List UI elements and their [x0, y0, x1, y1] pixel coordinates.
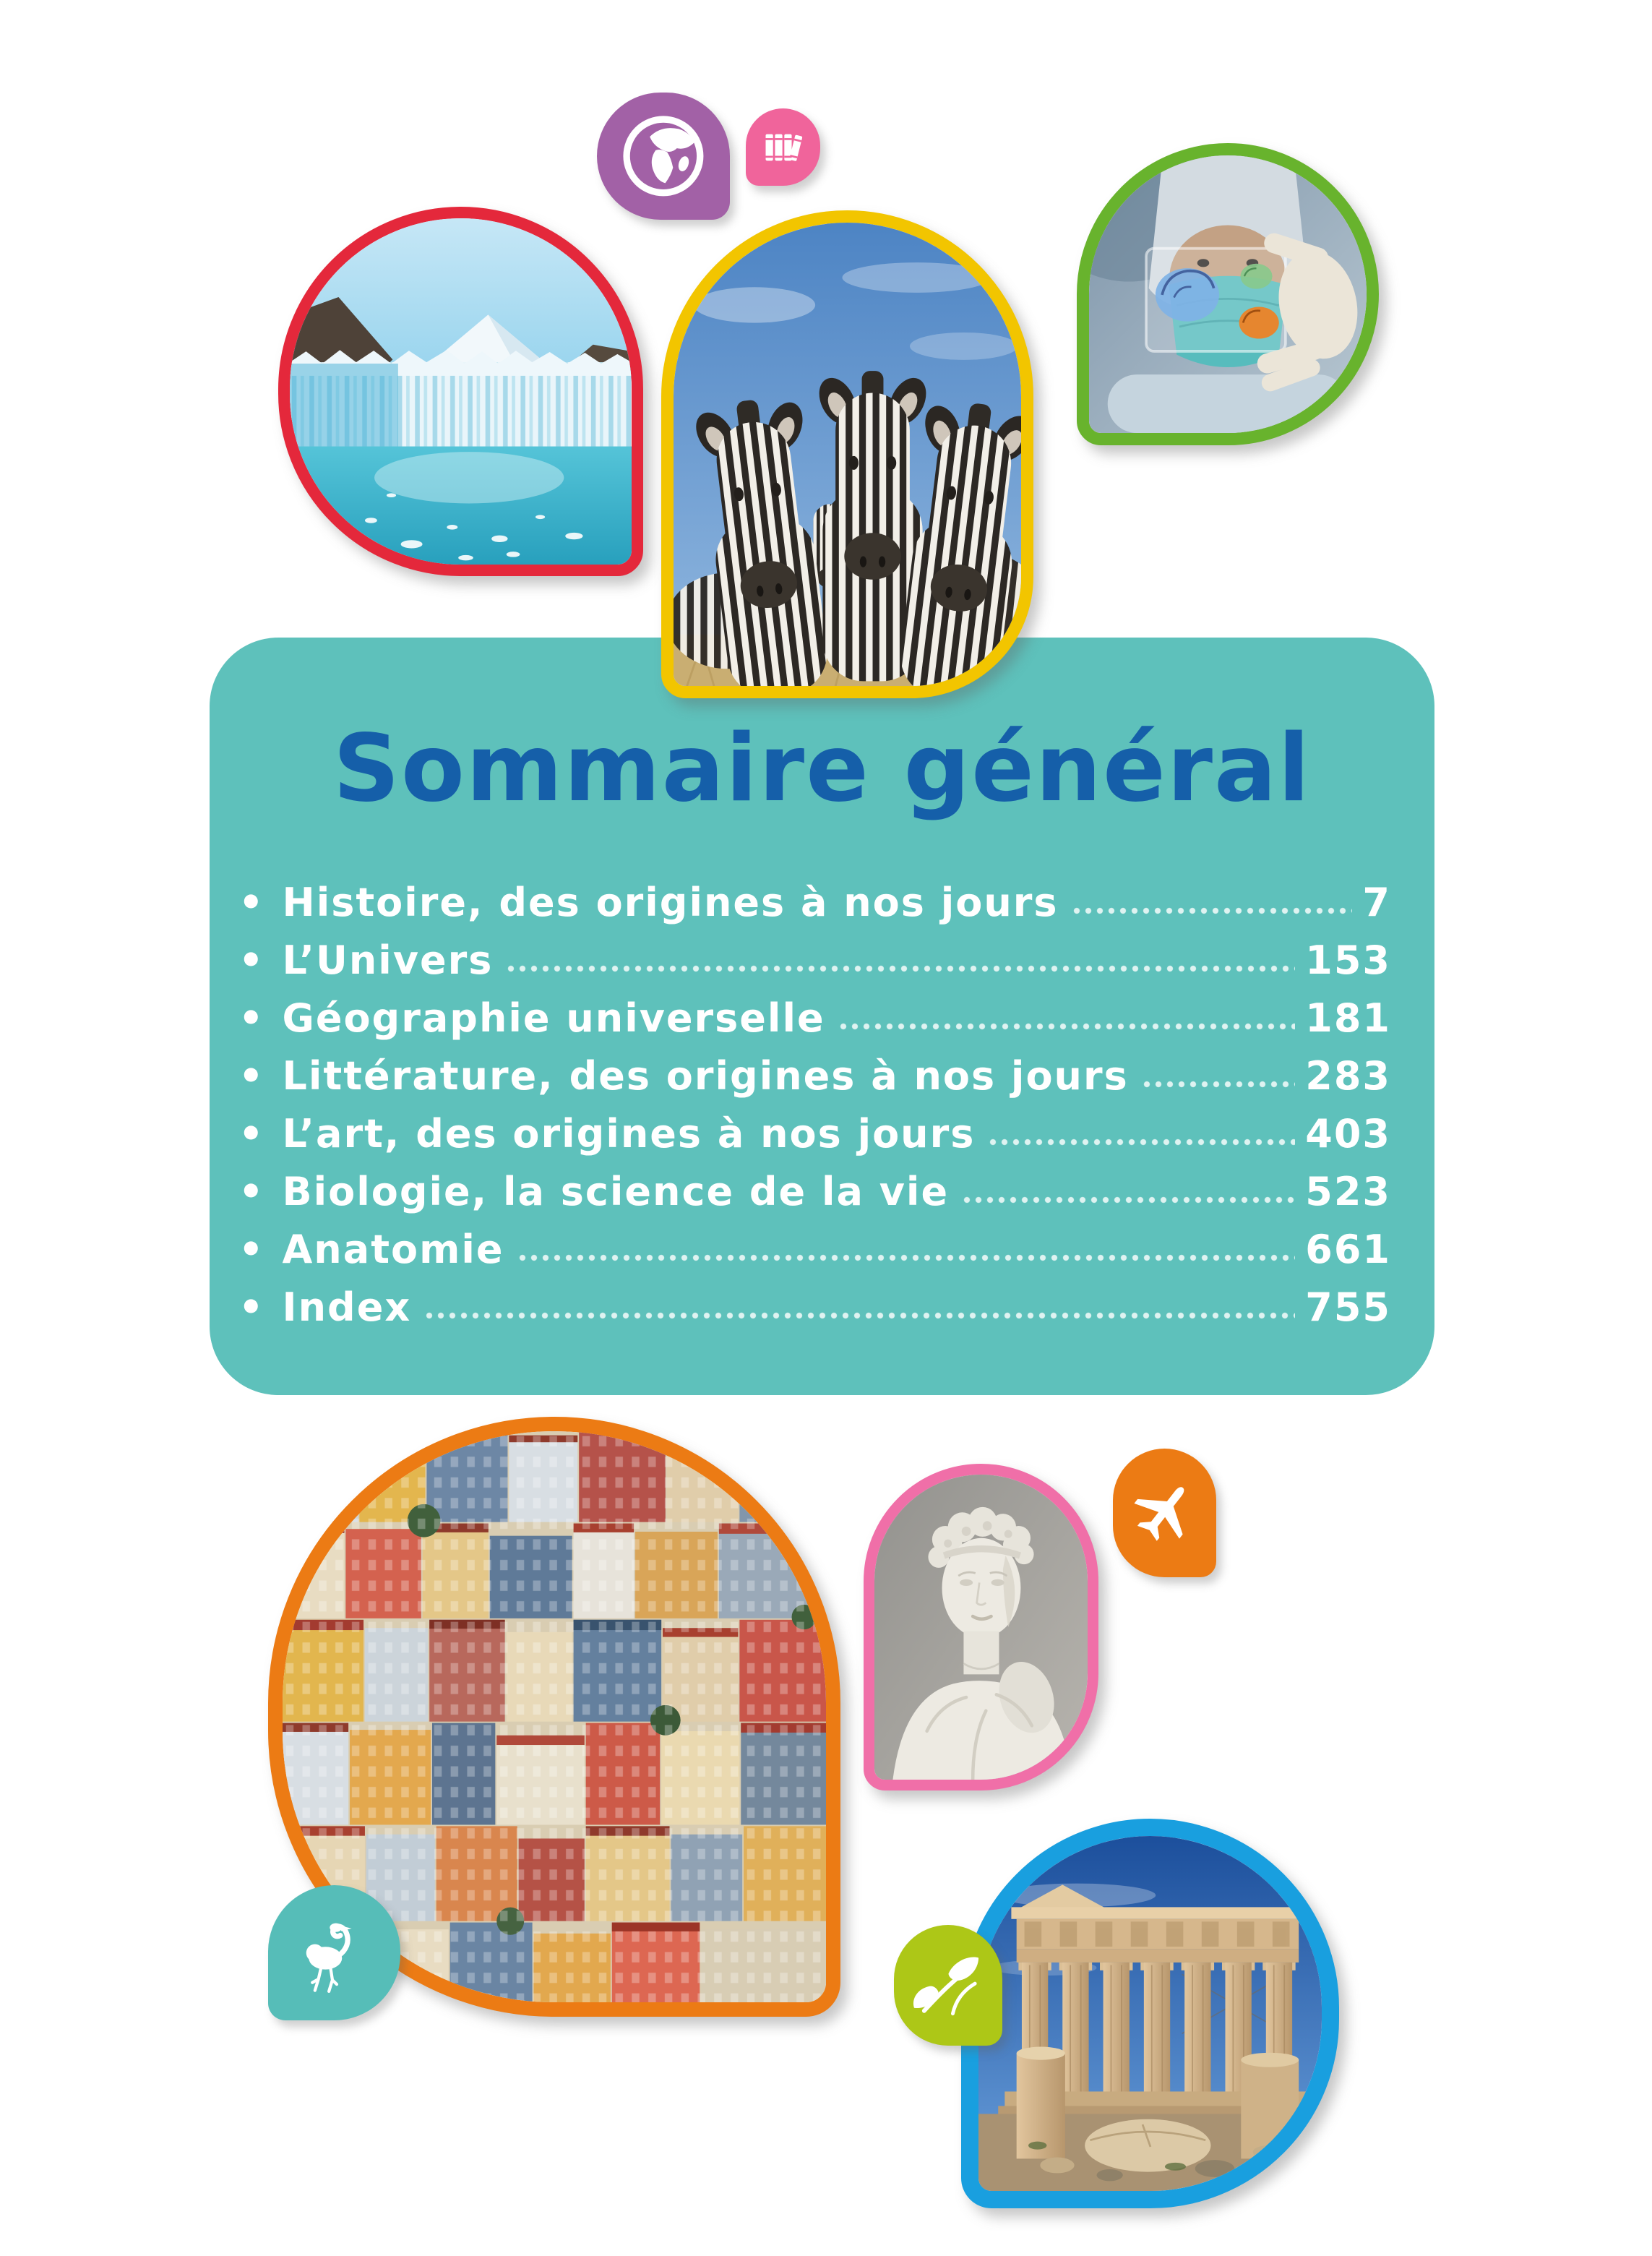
toc-leader — [963, 1196, 1295, 1204]
toc-leader — [989, 1138, 1295, 1146]
leaf-badge — [894, 1925, 1002, 2046]
glacier-illustration — [290, 218, 632, 565]
toc-page: 153 — [1305, 937, 1391, 983]
toc-leader — [840, 1023, 1296, 1030]
toc-row[interactable] — [238, 867, 1391, 925]
toc-row[interactable] — [238, 1041, 1391, 1099]
toc-label: • Histoire, des origines à nos jours — [282, 879, 1059, 925]
leaf-icon — [913, 1945, 984, 2025]
toc-page: 403 — [1305, 1110, 1391, 1157]
statue-photo — [864, 1464, 1098, 1790]
toc-label: • Index — [282, 1284, 412, 1330]
toc-row[interactable] — [238, 1214, 1391, 1272]
ostrich-badge — [268, 1885, 400, 2020]
summary-panel — [210, 638, 1434, 1395]
plane-icon — [1130, 1470, 1198, 1555]
toc-page: 181 — [1305, 995, 1391, 1041]
toc-leader — [519, 1254, 1296, 1261]
globe-badge — [597, 93, 730, 220]
toc-leader — [1073, 907, 1353, 914]
toc-leader — [1143, 1081, 1296, 1088]
toc-row[interactable] — [238, 983, 1391, 1041]
toc-list — [238, 867, 1391, 1330]
toc-label: • L’Univers — [282, 937, 494, 983]
statue-illustration — [874, 1475, 1088, 1780]
ostrich-icon — [291, 1908, 378, 1997]
toc-leader — [507, 965, 1295, 972]
scientist-photo — [1077, 143, 1379, 445]
page-title: Sommaire général — [332, 715, 1312, 823]
toc-row[interactable] — [238, 1272, 1391, 1330]
plane-badge — [1113, 1449, 1216, 1577]
toc-page: 661 — [1305, 1226, 1391, 1272]
toc-row[interactable] — [238, 1099, 1391, 1157]
books-badge — [746, 108, 820, 186]
zebras-photo — [661, 210, 1033, 698]
glacier-photo — [278, 207, 643, 576]
toc-label: • Anatomie — [282, 1226, 504, 1272]
parthenon-photo — [961, 1819, 1339, 2208]
toc-page: 283 — [1305, 1052, 1391, 1099]
books-icon — [759, 121, 808, 173]
globe-icon — [613, 108, 714, 205]
toc-leader — [426, 1312, 1295, 1319]
toc-page: 7 — [1362, 879, 1391, 925]
scientist-illustration — [1089, 155, 1367, 433]
toc-label: • L’art, des origines à nos jours — [282, 1110, 976, 1157]
toc-label: • Littérature, des origines à nos jours — [282, 1052, 1129, 1099]
toc-page: 755 — [1305, 1284, 1391, 1330]
toc-row[interactable] — [238, 925, 1391, 983]
zebras-illustration — [674, 223, 1021, 686]
toc-row[interactable] — [238, 1157, 1391, 1214]
toc-label: • Géographie universelle — [282, 995, 825, 1041]
parthenon-illustration — [978, 1836, 1322, 2191]
toc-page: 523 — [1305, 1168, 1391, 1214]
toc-label: • Biologie, la science de la vie — [282, 1168, 950, 1214]
